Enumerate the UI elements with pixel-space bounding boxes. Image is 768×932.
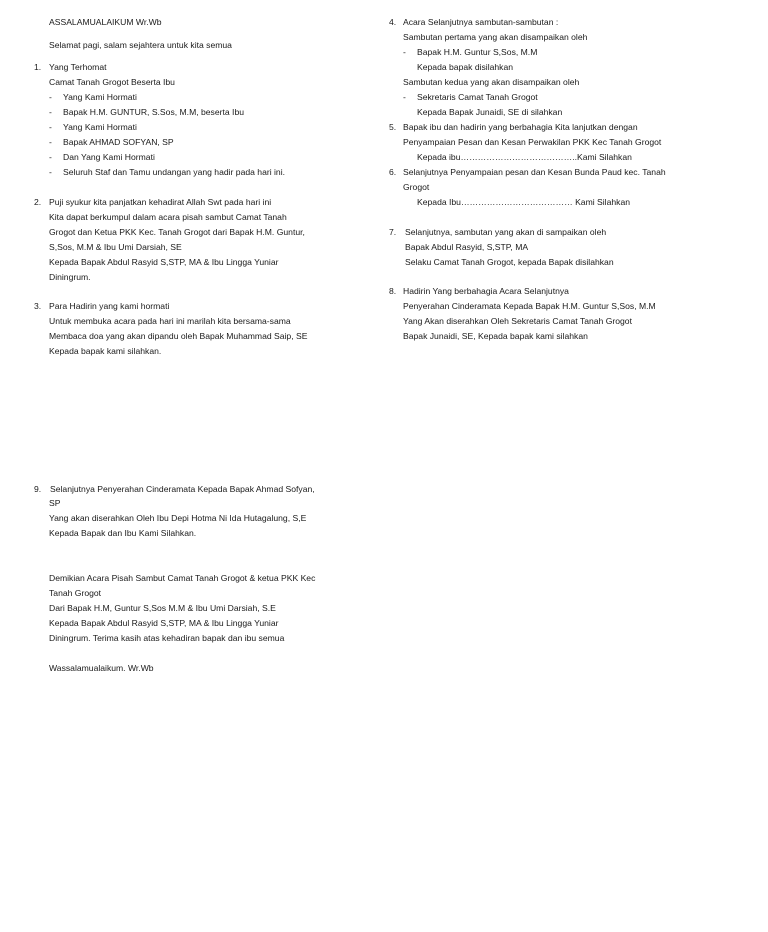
section-8-line: Yang Akan diserahkan Oleh Sekretaris Camat Tanah Grogot <box>403 316 632 326</box>
section-2-number: 2. <box>34 197 42 207</box>
section-5-line: Bapak ibu dan hadirin yang berbahagia Kita lanjutkan dengan <box>403 122 638 132</box>
list-dash: - <box>403 92 406 102</box>
closing-line: Tanah Grogot <box>49 588 102 598</box>
section-9-line: Kepada Bapak dan Ibu Kami Silahkan. <box>49 528 197 538</box>
section-6-line: Grogot <box>403 182 430 192</box>
section-8-line: Bapak Junaidi, SE, Kepada bapak kami silahkan <box>403 331 588 341</box>
section-2-line: Diningrum. <box>49 272 91 282</box>
section-1-subtitle: Camat Tanah Grogot Beserta Ibu <box>49 77 175 87</box>
section-5-number: 5. <box>389 122 397 132</box>
section-2-line: Grogot dan Ketua PKK Kec. Tanah Grogot dari Bapak H.M. Guntur, <box>49 227 305 237</box>
closing-wassalam: Wassalamualaikum. Wr.Wb <box>49 663 154 673</box>
closing-line: Dari Bapak H.M, Guntur S,Sos M.M & Ibu Umi Darsiah, S.E <box>49 603 276 613</box>
section-2-line: Kita dapat berkumpul dalam acara pisah sambut Camat Tanah <box>49 212 287 222</box>
list-item: Yang Kami Hormati <box>63 92 137 102</box>
list-dash: - <box>403 47 406 57</box>
list-item: Dan Yang Kami Hormati <box>63 152 155 162</box>
section-9-line: Yang akan diserahkan Oleh Ibu Depi Hotma Ni Ida Hutagalung, S,E <box>49 513 307 523</box>
opening-salam: Selamat pagi, salam sejahtera untuk kita semua <box>49 40 232 50</box>
section-8-line: Hadirin Yang berbahagia Acara Selanjutnya <box>403 286 569 296</box>
section-8-number: 8. <box>389 286 397 296</box>
list-dash: - <box>49 152 52 162</box>
closing-line: Diningrum. Terima kasih atas kehadiran bapak dan ibu semua <box>49 633 285 643</box>
section-3-line: Para Hadirin yang kami hormati <box>49 301 170 311</box>
section-8-line: Penyerahan Cinderamata Kepada Bapak H.M. Guntur S,Sos, M.M <box>403 301 656 311</box>
section-6-number: 6. <box>389 167 397 177</box>
section-1-number: 1. <box>34 62 42 72</box>
section-7-line: Bapak Abdul Rasyid, S,STP, MA <box>405 242 529 252</box>
section-7-line: Selanjutnya, sambutan yang akan di sampaikan oleh <box>405 227 607 237</box>
section-2-line: S,Sos, M.M & Ibu Umi Darsiah, SE <box>49 242 182 252</box>
section-9-line: SP <box>49 498 61 508</box>
section-2-line: Kepada Bapak Abdul Rasyid S,STP, MA & Ibu Lingga Yuniar <box>49 257 279 267</box>
section-7-line: Selaku Camat Tanah Grogot, kepada Bapak disilahkan <box>405 257 614 267</box>
section-6-invite: Kepada Ibu………………………………… Kami Silahkan <box>417 197 631 207</box>
list-item: Bapak H.M. Guntur S,Sos, M.M <box>417 47 538 57</box>
list-item: Sekretaris Camat Tanah Grogot <box>417 92 538 102</box>
list-dash: - <box>49 92 52 102</box>
closing-line: Kepada Bapak Abdul Rasyid S,STP, MA & Ibu Lingga Yuniar <box>49 618 279 628</box>
section-5-line: Penyampaian Pesan dan Kesan Perwakilan PKK Kec Tanah Grogot <box>403 137 662 147</box>
list-item: Yang Kami Hormati <box>63 122 137 132</box>
closing-line: Demikian Acara Pisah Sambut Camat Tanah Grogot & ketua PKK Kec <box>49 573 316 583</box>
section-4-first-speech: Sambutan pertama yang akan disampaikan oleh <box>403 32 588 42</box>
section-3-number: 3. <box>34 301 42 311</box>
section-6-line: Selanjutnya Penyampaian pesan dan Kesan Bunda Paud kec. Tanah <box>403 167 666 177</box>
section-4-title: Acara Selanjutnya sambutan-sambutan : <box>403 17 559 27</box>
section-3-line: Membaca doa yang akan dipandu oleh Bapak Muhammad Saip, SE <box>49 331 308 341</box>
section-4-number: 4. <box>389 17 397 27</box>
list-dash: - <box>49 137 52 147</box>
section-1-title: Yang Terhomat <box>49 62 107 72</box>
section-4-second-speech: Sambutan kedua yang akan disampaikan oleh <box>403 77 580 87</box>
opening-greeting: ASSALAMUALAIKUM Wr.Wb <box>49 17 162 27</box>
section-3-line: Kepada bapak kami silahkan. <box>49 346 162 356</box>
list-dash: - <box>49 122 52 132</box>
list-dash: - <box>49 167 52 177</box>
section-3-line: Untuk membuka acara pada hari ini marilah kita bersama-sama <box>49 316 291 326</box>
section-7-number: 7. <box>389 227 397 237</box>
list-item: Bapak AHMAD SOFYAN, SP <box>63 137 174 147</box>
section-4-first-invite: Kepada bapak disilahkan <box>417 62 514 72</box>
section-5-invite: Kepada ibu…………………………………..Kami Silahkan <box>417 152 632 162</box>
section-4-second-invite: Kepada Bapak Junaidi, SE di silahkan <box>417 107 563 117</box>
list-dash: - <box>49 107 52 117</box>
list-item: Seluruh Staf dan Tamu undangan yang hadir pada hari ini. <box>63 167 286 177</box>
list-item: Bapak H.M. GUNTUR, S.Sos, M.M, beserta Ibu <box>63 107 244 117</box>
section-9-number: 9. <box>34 484 42 494</box>
section-2-line: Puji syukur kita panjatkan kehadirat Allah Swt pada hari ini <box>49 197 272 207</box>
section-9-line: Selanjutnya Penyerahan Cinderamata Kepada Bapak Ahmad Sofyan, <box>50 484 315 494</box>
